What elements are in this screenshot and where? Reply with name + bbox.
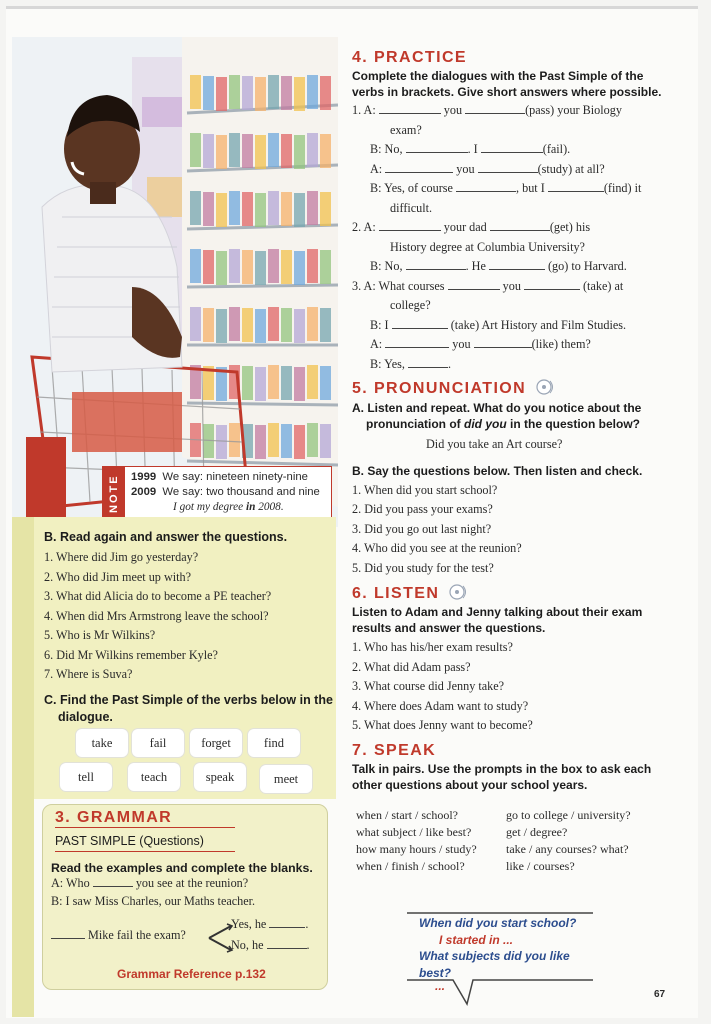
dialogue-number: 3. <box>352 278 362 293</box>
fill-blank <box>465 103 525 114</box>
list-item: 5. Who is Mr Wilkins? <box>44 628 156 642</box>
grammar-subtitle: PAST SIMPLE (Questions) <box>55 834 204 848</box>
dialogue-text: your dad <box>443 220 487 234</box>
listen-instruction-line1: Listen to Adam and Jenny talking about their exam <box>352 605 643 619</box>
fill-blank <box>385 337 449 348</box>
prompt-item: how many hours / study? <box>356 841 477 856</box>
dialogue-line <box>352 257 692 277</box>
dialogue-text: . I <box>467 142 478 156</box>
speaker-a-label: A: <box>370 337 383 351</box>
speak-instruction <box>352 761 692 793</box>
dialogue-text: B: Yes, of course <box>370 181 453 195</box>
bubble-line: When did you start school? <box>419 916 577 930</box>
dialogue-line: college? <box>390 298 431 312</box>
speak-instruction-line1: Talk in pairs. Use the prompts in the box to ask each <box>352 761 652 776</box>
fill-blank <box>524 279 580 290</box>
list-item: 2. Who did Jim meet up with? <box>44 569 192 584</box>
dialogue-text: (study) at all? <box>537 161 605 176</box>
list-item: 4. When did Mrs Armstrong leave the school? <box>44 608 269 623</box>
dialogue-text: (take) Art History and Film Studies. <box>450 317 627 332</box>
speaker-a-label: A: <box>363 103 376 117</box>
section-b-heading: B. Read again and answer the questions. <box>44 530 288 544</box>
example-a-post: you see at the reunion? <box>135 876 249 890</box>
verb-box: meet <box>260 765 312 793</box>
dialogue-line <box>352 179 692 199</box>
fill-blank <box>267 938 307 949</box>
left-margin-band <box>12 517 34 1017</box>
grammar-yes-text: Yes, he <box>231 917 267 931</box>
dialogue-line <box>352 101 692 121</box>
list-item: 2. What did Adam pass? <box>352 659 471 674</box>
dialogue-line <box>352 316 692 336</box>
verb-box: speak <box>194 763 246 791</box>
fill-blank <box>489 259 545 270</box>
pronunciation-list <box>352 481 692 579</box>
list-item: 1. When did you start school? <box>352 482 498 497</box>
fill-blank <box>406 259 466 270</box>
dialogue-text: (fail). <box>542 142 571 156</box>
pronunciation-header <box>352 378 692 398</box>
grammar-instruction: Read the examples and complete the blanks. <box>51 861 313 875</box>
dialogue-line <box>352 218 692 238</box>
verb-box: fail <box>132 729 184 757</box>
dialogue-number: 2. <box>352 220 362 234</box>
prompt-item: take / any courses? what? <box>506 841 629 856</box>
note-year-1999: 1999 <box>131 471 157 483</box>
list-item: 3. Did you go out last night? <box>352 521 492 536</box>
audio-cd-icon <box>445 583 471 601</box>
practice-title: 4. PRACTICE <box>352 49 467 66</box>
fill-blank <box>481 142 543 153</box>
dialogue-text: B: Yes, <box>370 356 405 371</box>
pronunciation-title: 5. PRONUNCIATION <box>352 380 527 397</box>
list-item: 5. What does Jenny want to become? <box>352 718 533 732</box>
dialogue-text: (get) his <box>549 220 591 234</box>
note-tab: NOTE <box>103 467 125 521</box>
list-item: 3. What course did Jenny take? <box>352 679 505 693</box>
bubble-line: What subjects did you like best? <box>419 949 570 980</box>
grammar-example-a <box>51 874 248 894</box>
grammar-title-rule <box>55 827 235 828</box>
speaker-a-label: A: <box>363 220 376 234</box>
speaker-a-label: A: <box>51 876 64 890</box>
dialogue-text: you <box>456 161 475 176</box>
speaker-a-label: A: <box>370 161 383 176</box>
list-item: 2. Did you pass your exams? <box>352 502 493 516</box>
grammar-example-b: B: I saw Miss Charles, our Maths teacher. <box>51 894 256 908</box>
practice-instruction-line1: Complete the dialogues with the Past Simple of the <box>352 69 644 83</box>
fill-blank <box>474 337 532 348</box>
verb-box: take <box>76 729 128 757</box>
dialogue-text: (take) at <box>583 278 624 293</box>
pronunciation-a-line2-pre: pronunciation of <box>366 417 464 431</box>
dialogue-text: (go) to Harvard. <box>547 259 627 273</box>
fill-blank <box>408 357 448 368</box>
dialogue-text: . He <box>465 259 486 273</box>
textbook-page <box>6 6 698 1018</box>
list-item: 4. Where does Adam want to study? <box>352 698 529 713</box>
fill-blank <box>51 928 85 939</box>
fill-blank <box>392 318 448 329</box>
fill-blank <box>379 220 441 231</box>
fill-blank <box>379 103 441 114</box>
dialogue-text: B: I <box>370 317 389 332</box>
grammar-subtitle-rule <box>55 851 235 852</box>
grammar-question <box>51 926 186 946</box>
list-item: 1. Where did Jim go yesterday? <box>44 550 199 564</box>
grammar-no-text: No, he <box>231 938 264 952</box>
speak-instruction-line2: other questions about your school years. <box>352 777 588 792</box>
prompt-item: what subject / like best? <box>356 824 472 839</box>
grammar-yes: Yes, he . <box>231 917 309 931</box>
verb-box: find <box>248 729 300 757</box>
verb-box: tell <box>60 763 112 791</box>
note-example-post: 2008. <box>255 501 284 513</box>
pronunciation-a-emphasis: did you <box>464 417 507 431</box>
list-item: 4. Who did you see at the reunion? <box>352 541 522 555</box>
listen-list <box>352 638 692 736</box>
dialogue-line <box>352 140 692 160</box>
list-item: 5. Did you study for the test? <box>352 560 494 575</box>
fill-blank <box>269 917 305 928</box>
prompt-item: when / finish / school? <box>356 858 465 873</box>
fill-blank <box>448 279 500 290</box>
dialogue-text: (like) them? <box>531 337 591 351</box>
fill-blank <box>490 220 550 231</box>
list-item: 1. Who has his/her exam results? <box>352 640 513 654</box>
speak-title: 7. SPEAK <box>352 741 437 759</box>
fill-blank <box>406 142 468 153</box>
reading-questions-panel <box>34 517 336 799</box>
pronunciation-a-line1: A. Listen and repeat. What do you notice about the <box>352 401 642 415</box>
note-text-1999: We say: nineteen ninety-nine <box>162 471 308 483</box>
bubble-line: I started in ... <box>439 932 514 947</box>
right-column <box>352 49 692 875</box>
dialogue-text: you <box>502 278 521 293</box>
dialogue-text: you <box>443 103 463 117</box>
dialogue-number: 1. <box>352 103 362 117</box>
verb-box: forget <box>190 729 242 757</box>
pronunciation-a-heading <box>352 400 692 432</box>
audio-cd-icon <box>532 378 558 396</box>
dialogue-text: A: What courses <box>363 278 445 293</box>
pronunciation-a-line2-post: in the question below? <box>506 417 641 431</box>
grammar-reference-link[interactable]: Grammar Reference p.132 <box>117 967 266 981</box>
practice-instruction <box>352 68 692 100</box>
section-c-heading <box>44 692 333 726</box>
prompt-item: like / courses? <box>506 858 575 873</box>
listen-header <box>352 583 692 603</box>
pronunciation-example: Did you take an Art course? <box>426 437 563 451</box>
section-c-heading-line2: dialogue. <box>58 710 113 724</box>
list-item: 3. What did Alicia do to become a PE teacher? <box>44 589 272 603</box>
dialogue-text: (pass) your Biology <box>525 103 622 117</box>
fill-blank <box>385 162 453 173</box>
fill-blank <box>456 181 516 192</box>
practice-instruction-line2: verbs in brackets. Give short answers where possible. <box>352 85 662 99</box>
bubble-line: ... <box>435 979 446 993</box>
supermarket-photo <box>12 37 338 527</box>
dialogue-text: you <box>452 337 471 351</box>
fill-blank <box>548 181 604 192</box>
dialogue-text: (find) it <box>603 181 642 195</box>
reading-questions-list <box>44 548 271 685</box>
dialogue-line: History degree at Columbia University? <box>390 239 585 254</box>
prompts-box <box>352 807 692 875</box>
list-item: 7. Where is Suva? <box>44 667 133 681</box>
dialogue-line <box>352 335 692 355</box>
dialogue-line: exam? <box>390 122 422 137</box>
dialogue-line <box>352 160 692 180</box>
bubble-text <box>419 915 593 991</box>
dialogue-text: , but I <box>516 181 545 195</box>
note-example-pre: I got my degree <box>173 501 246 513</box>
grammar-title: 3. GRAMMAR <box>55 809 173 826</box>
fill-blank <box>93 876 133 887</box>
example-a-pre: Who <box>66 876 90 890</box>
verb-box: teach <box>128 763 180 791</box>
dialogue-text: B: No, <box>370 142 403 156</box>
prompt-item: when / start / school? <box>356 807 458 822</box>
grammar-question-text: Mike fail the exam? <box>88 928 186 942</box>
list-item: 6. Did Mr Wilkins remember Kyle? <box>44 647 218 662</box>
note-example-bold: in <box>245 501 256 513</box>
listen-instruction-line2: results and answer the questions. <box>352 621 546 635</box>
dialogue-text: B: No, <box>370 259 403 273</box>
pronunciation-b-heading: B. Say the questions below. Then listen and check. <box>352 463 643 478</box>
dialogue-line <box>352 277 692 297</box>
prompt-item: get / degree? <box>506 824 568 839</box>
fill-blank <box>478 162 538 173</box>
grammar-no: No, he . <box>231 938 310 952</box>
note-text-2009: We say: two thousand and nine <box>162 486 320 498</box>
practice-dialogues <box>352 101 692 374</box>
prompts-left <box>356 807 477 875</box>
section-c-heading-line1: C. Find the Past Simple of the verbs below in the <box>44 693 333 707</box>
page-number: 67 <box>654 989 666 1000</box>
prompt-item: go to college / university? <box>506 807 631 822</box>
grammar-box <box>42 804 328 990</box>
listen-instruction <box>352 604 692 636</box>
dialogue-line: B: Yes, . <box>370 356 451 371</box>
example-speech-bubble <box>407 912 593 993</box>
listen-title: 6. LISTEN <box>352 585 440 602</box>
dialogue-line: difficult. <box>390 200 433 215</box>
note-year-2009: 2009 <box>131 486 157 498</box>
note-box <box>102 466 332 522</box>
prompts-right <box>506 807 631 875</box>
